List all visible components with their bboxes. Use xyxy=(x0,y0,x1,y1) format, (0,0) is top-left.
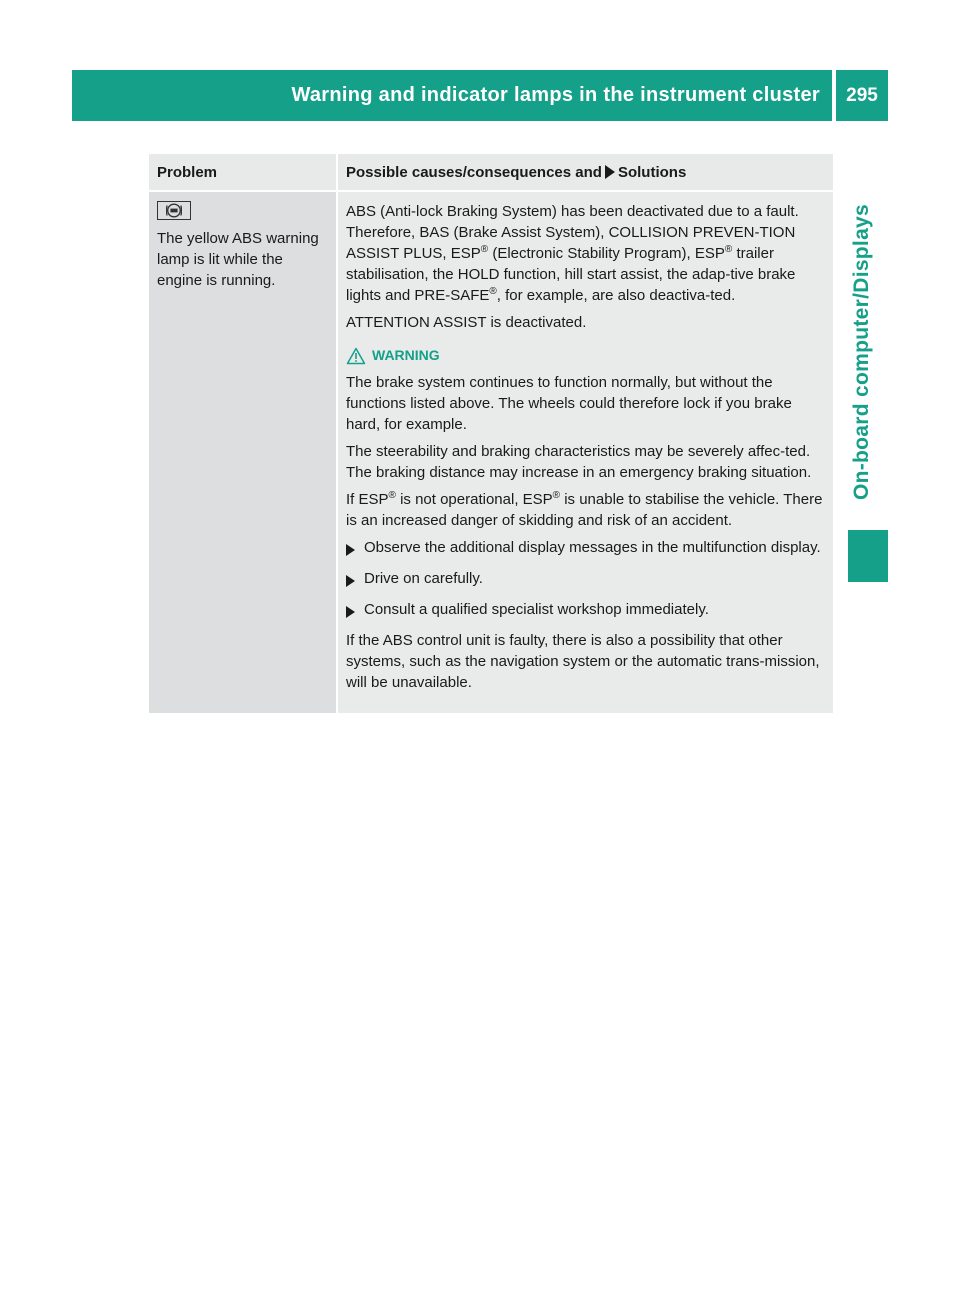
warning-text-1: The brake system continues to function normally, but without the functions listed above. The wheels could therefore lock if you brake hard, for example. xyxy=(346,374,792,433)
warning-text-3: If ESP® is not operational, ESP® is unable to stabilise the vehicle. There is an increased danger of skidding and risk of an accident. xyxy=(346,490,823,529)
side-tab xyxy=(836,121,888,582)
page-number: 295 xyxy=(846,84,878,106)
table-header-row xyxy=(149,154,833,192)
problem-cell xyxy=(149,192,338,713)
warning-heading xyxy=(346,345,827,366)
step-arrow-icon xyxy=(346,599,364,624)
arrow-right-icon xyxy=(605,165,615,179)
solutions-cell xyxy=(338,192,833,713)
instruction-step: Observe the additional display messages in the multifunction display. xyxy=(346,537,827,562)
abs-warning-lamp-icon xyxy=(157,201,191,220)
instruction-step: Drive on carefully. xyxy=(346,568,827,593)
header-solutions: Possible causes/consequences and Solutions xyxy=(338,154,833,192)
problem-text: The yellow ABS warning lamp is lit while the engine is running. xyxy=(157,230,319,289)
page-number-box xyxy=(836,70,888,121)
chapter-title: Warning and indicator lamps in the instrument cluster xyxy=(291,84,820,106)
warning-label: WARNING xyxy=(372,347,440,363)
step-arrow-icon xyxy=(346,568,364,593)
side-tab-label: On-board computer/Displays xyxy=(850,203,873,500)
warning-table xyxy=(149,154,833,713)
final-note: If the ABS control unit is faulty, there is also a possibility that other systems, such as the navigation system or the automatic trans-mission, will be unavailable. xyxy=(346,632,820,691)
warning-text-2: The steerability and braking characteristics may be severely affec-ted. The braking distance may increase in an emergency braking situation. xyxy=(346,443,812,481)
attention-assist-note: ATTENTION ASSIST is deactivated. xyxy=(346,314,587,331)
table-row xyxy=(149,192,833,713)
side-tab-marker xyxy=(848,530,888,582)
step-arrow-icon xyxy=(346,537,364,562)
page-header xyxy=(72,70,832,121)
instruction-step: Consult a qualified specialist workshop immediately. xyxy=(346,599,827,624)
header-problem: Problem xyxy=(149,154,338,192)
cause-paragraph: ABS (Anti-lock Braking System) has been deactivated due to a fault. Therefore, BAS (Brake Assist System), COLLISION PREVEN-TION ASSIST PLUS, ESP® (Electronic Stability Program), ESP® trailer stabilisation, the HOLD function, hill start assist, the adap-tive brake lights and PRE-SAFE®, for example, are also deactiva-ted. xyxy=(346,203,799,304)
warning-triangle-icon xyxy=(346,347,366,365)
